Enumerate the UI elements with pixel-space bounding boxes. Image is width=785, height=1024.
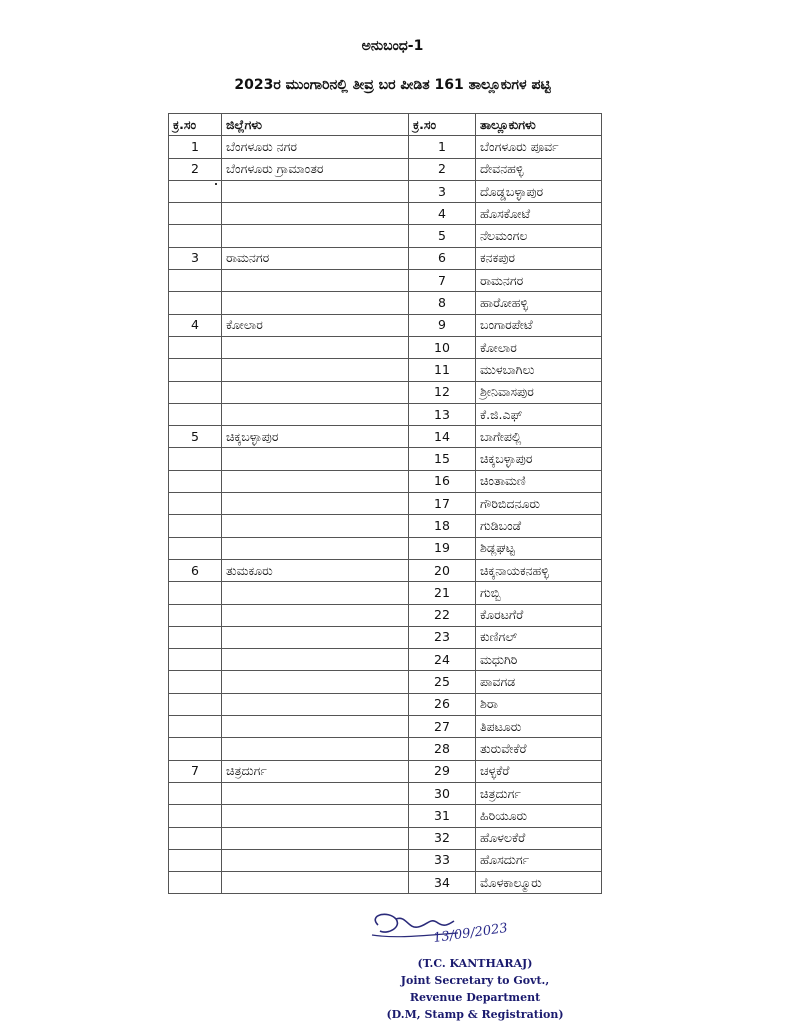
table-row <box>169 805 602 827</box>
district-name-cell <box>222 470 409 492</box>
district-name-cell <box>222 180 409 202</box>
district-name-cell: ಕೋಲಾರ <box>222 314 409 336</box>
district-name-cell: ಬೆಂಗಳೂರು ನಗರ <box>222 136 409 158</box>
table-row <box>169 270 602 292</box>
district-name-cell <box>222 716 409 738</box>
table-row <box>169 292 602 314</box>
signatory-department: Revenue Department <box>409 991 541 1004</box>
taluk-name-cell: ಚಿಂತಾಮಣಿ <box>476 470 602 492</box>
taluk-serial-cell: 20 <box>409 559 476 581</box>
taluk-serial-cell: 6 <box>409 247 476 269</box>
taluk-name-cell: ದೊಡ್ಡಬಳ್ಳಾಪುರ <box>476 180 602 202</box>
district-serial-cell <box>169 225 222 247</box>
header-taluk-serial: ಕ್ರ.ಸಂ <box>409 114 476 136</box>
district-serial-cell <box>169 336 222 358</box>
signatory-name: (T.C. KANTHARAJ) <box>417 957 533 970</box>
taluk-serial-cell: 18 <box>409 515 476 537</box>
district-serial-cell: 2 <box>169 158 222 180</box>
district-name-cell <box>222 225 409 247</box>
district-serial-cell <box>169 582 222 604</box>
taluk-serial-cell: 30 <box>409 782 476 804</box>
district-name-cell <box>222 515 409 537</box>
district-serial-cell: 1 <box>169 136 222 158</box>
district-serial-cell <box>169 604 222 626</box>
header-districts: ಜಿಲ್ಲೆಗಳು <box>222 114 409 136</box>
district-serial-cell <box>169 716 222 738</box>
district-serial-cell <box>169 515 222 537</box>
table-row <box>169 626 602 648</box>
table-row <box>169 225 602 247</box>
table-row <box>169 381 602 403</box>
table-row <box>169 136 602 158</box>
table-row <box>169 158 602 180</box>
district-name-cell <box>222 292 409 314</box>
taluk-name-cell: ಶಿರಾ <box>476 693 602 715</box>
signature-date: 13/09/2023 <box>432 920 509 947</box>
header-taluks: ತಾಲ್ಲೂಕುಗಳು <box>476 114 602 136</box>
taluk-name-cell: ಕೊರಟಗೆರೆ <box>476 604 602 626</box>
taluk-serial-cell: 21 <box>409 582 476 604</box>
district-name-cell <box>222 872 409 894</box>
table-row <box>169 203 602 225</box>
taluk-name-cell: ಶಿಡ್ಲಘಟ್ಟ <box>476 537 602 559</box>
district-serial-cell <box>169 849 222 871</box>
table-row <box>169 604 602 626</box>
taluk-serial-cell: 31 <box>409 805 476 827</box>
taluk-name-cell: ಹಿರಿಯೂರು <box>476 805 602 827</box>
district-serial-cell <box>169 693 222 715</box>
annexure-title: ಅನುಬಂಧ-1 <box>361 38 424 54</box>
district-name-cell: ಚಿತ್ರದುರ್ಗ <box>222 760 409 782</box>
table-row <box>169 448 602 470</box>
taluk-name-cell: ಪಾವಗಡ <box>476 671 602 693</box>
district-name-cell <box>222 448 409 470</box>
district-serial-cell <box>169 649 222 671</box>
district-serial-cell <box>169 537 222 559</box>
taluk-name-cell: ತುರುವೇಕೆರೆ <box>476 738 602 760</box>
taluk-serial-cell: 11 <box>409 359 476 381</box>
taluk-name-cell: ಕನಕಪುರ <box>476 247 602 269</box>
table-row <box>169 760 602 782</box>
taluk-serial-cell: 32 <box>409 827 476 849</box>
district-name-cell <box>222 738 409 760</box>
taluk-serial-cell: 27 <box>409 716 476 738</box>
taluk-name-cell: ಗೌರಿಬಿದನೂರು <box>476 493 602 515</box>
district-name-cell <box>222 403 409 425</box>
table-row <box>169 359 602 381</box>
table-row <box>169 180 602 202</box>
taluk-name-cell: ರಾಮನಗರ <box>476 270 602 292</box>
district-name-cell <box>222 381 409 403</box>
district-name-cell: ಚಿಕ್ಕಬಳ್ಳಾಪುರ <box>222 426 409 448</box>
taluk-name-cell: ಹಾರೋಹಳ್ಳಿ <box>476 292 602 314</box>
table-row <box>169 470 602 492</box>
taluk-name-cell: ಕುಣಿಗಲ್ <box>476 626 602 648</box>
district-serial-cell <box>169 805 222 827</box>
table-row <box>169 515 602 537</box>
district-serial-cell <box>169 270 222 292</box>
header-district-serial: ಕ್ರ.ಸಂ <box>169 114 222 136</box>
district-serial-cell <box>169 381 222 403</box>
taluk-serial-cell: 28 <box>409 738 476 760</box>
district-serial-cell <box>169 203 222 225</box>
taluk-name-cell: ಚಿಕ್ಕನಾಯಕನಹಳ್ಳಿ <box>476 559 602 581</box>
table-row <box>169 738 602 760</box>
table-row <box>169 716 602 738</box>
taluk-serial-cell: 2 <box>409 158 476 180</box>
table-row <box>169 403 602 425</box>
signatory-designation: Joint Secretary to Govt., <box>400 974 550 987</box>
taluk-name-cell: ದೇವನಹಳ್ಳಿ <box>476 158 602 180</box>
taluk-serial-cell: 7 <box>409 270 476 292</box>
taluk-name-cell: ಕೋಲಾರ <box>476 336 602 358</box>
district-serial-cell <box>169 872 222 894</box>
taluk-name-cell: ಬಾಗೇಪಲ್ಲಿ <box>476 426 602 448</box>
district-name-cell: ಬೆಂಗಳೂರು ಗ್ರಾಮಾಂತರ <box>222 158 409 180</box>
table-row <box>169 314 602 336</box>
table-row <box>169 782 602 804</box>
table-row <box>169 336 602 358</box>
taluk-name-cell: ಮೊಳಕಾಲ್ಮೂರು <box>476 872 602 894</box>
table-row <box>169 849 602 871</box>
table-header-row <box>169 114 602 136</box>
district-name-cell: ರಾಮನಗರ <box>222 247 409 269</box>
taluk-serial-cell: 9 <box>409 314 476 336</box>
district-serial-cell <box>169 493 222 515</box>
taluk-name-cell: ಶ್ರೀನಿವಾಸಪುರ <box>476 381 602 403</box>
district-serial-cell <box>169 359 222 381</box>
taluk-name-cell: ಚಿಕ್ಕಬಳ್ಳಾಪುರ <box>476 448 602 470</box>
taluk-name-cell: ನೆಲಮಂಗಲ <box>476 225 602 247</box>
stray-mark <box>215 183 217 185</box>
district-serial-cell <box>169 403 222 425</box>
taluk-serial-cell: 29 <box>409 760 476 782</box>
table-row <box>169 559 602 581</box>
district-name-cell <box>222 805 409 827</box>
table-row <box>169 537 602 559</box>
district-serial-cell: 5 <box>169 426 222 448</box>
taluk-name-cell: ಹೊಸಕೋಟೆ <box>476 203 602 225</box>
district-name-cell <box>222 827 409 849</box>
taluk-serial-cell: 24 <box>409 649 476 671</box>
district-name-cell <box>222 359 409 381</box>
district-serial-cell <box>169 626 222 648</box>
taluk-name-cell: ಕೆ.ಜಿ.ಎಫ್ <box>476 403 602 425</box>
district-serial-cell <box>169 738 222 760</box>
district-serial-cell <box>169 782 222 804</box>
table-row <box>169 426 602 448</box>
district-serial-cell <box>169 470 222 492</box>
district-serial-cell <box>169 671 222 693</box>
district-name-cell <box>222 582 409 604</box>
district-serial-cell: 6 <box>169 559 222 581</box>
district-serial-cell: 4 <box>169 314 222 336</box>
taluk-serial-cell: 22 <box>409 604 476 626</box>
taluk-serial-cell: 8 <box>409 292 476 314</box>
district-name-cell <box>222 649 409 671</box>
table-row <box>169 693 602 715</box>
table-row <box>169 872 602 894</box>
taluk-name-cell: ಹೊಸದುರ್ಗ <box>476 849 602 871</box>
taluk-serial-cell: 4 <box>409 203 476 225</box>
taluk-serial-cell: 3 <box>409 180 476 202</box>
district-name-cell <box>222 626 409 648</box>
district-serial-cell: 3 <box>169 247 222 269</box>
signatory-section: (D.M, Stamp & Registration) <box>386 1008 564 1021</box>
taluk-name-cell: ಹೊಳಲಕೆರೆ <box>476 827 602 849</box>
taluk-serial-cell: 5 <box>409 225 476 247</box>
taluk-serial-cell: 34 <box>409 872 476 894</box>
district-name-cell <box>222 537 409 559</box>
district-name-cell <box>222 849 409 871</box>
taluk-serial-cell: 23 <box>409 626 476 648</box>
taluk-serial-cell: 17 <box>409 493 476 515</box>
district-name-cell <box>222 782 409 804</box>
district-serial-cell <box>169 827 222 849</box>
table-row <box>169 827 602 849</box>
table-row <box>169 582 602 604</box>
taluk-name-cell: ಬೆಂಗಳೂರು ಪೂರ್ವ <box>476 136 602 158</box>
taluk-name-cell: ಮಧುಗಿರಿ <box>476 649 602 671</box>
district-serial-cell <box>169 180 222 202</box>
taluk-serial-cell: 1 <box>409 136 476 158</box>
taluk-name-cell: ಗುಬ್ಬಿ <box>476 582 602 604</box>
taluk-serial-cell: 19 <box>409 537 476 559</box>
taluk-list-table <box>168 113 602 894</box>
table-body <box>169 136 602 894</box>
taluk-name-cell: ತಿಪಟೂರು <box>476 716 602 738</box>
district-name-cell <box>222 336 409 358</box>
district-name-cell <box>222 493 409 515</box>
taluk-serial-cell: 12 <box>409 381 476 403</box>
taluk-name-cell: ಮುಳಬಾಗಿಲು <box>476 359 602 381</box>
taluk-name-cell: ಚಿತ್ರದುರ್ಗ <box>476 782 602 804</box>
table-row <box>169 247 602 269</box>
district-serial-cell <box>169 448 222 470</box>
signatory-details <box>370 955 580 1023</box>
taluk-serial-cell: 26 <box>409 693 476 715</box>
taluk-serial-cell: 10 <box>409 336 476 358</box>
table-row <box>169 671 602 693</box>
taluk-serial-cell: 33 <box>409 849 476 871</box>
taluk-name-cell: ಚಳ್ಳಕೆರೆ <box>476 760 602 782</box>
table-row <box>169 649 602 671</box>
district-serial-cell: 7 <box>169 760 222 782</box>
district-name-cell <box>222 671 409 693</box>
district-name-cell <box>222 203 409 225</box>
taluk-serial-cell: 13 <box>409 403 476 425</box>
document-subtitle: 2023ರ ಮುಂಗಾರಿನಲ್ಲಿ ತೀವ್ರ ಬರ ಪೀಡಿತ 161 ತಾಲ್ಲೂಕುಗಳ ಪಟ್ಟಿ <box>234 77 551 93</box>
district-name-cell <box>222 693 409 715</box>
table-row <box>169 493 602 515</box>
taluk-serial-cell: 14 <box>409 426 476 448</box>
taluk-name-cell: ಗುಡಿಬಂಡೆ <box>476 515 602 537</box>
district-name-cell <box>222 604 409 626</box>
taluk-name-cell: ಬಂಗಾರಪೇಟೆ <box>476 314 602 336</box>
district-name-cell: ತುಮಕೂರು <box>222 559 409 581</box>
taluk-serial-cell: 16 <box>409 470 476 492</box>
taluk-serial-cell: 25 <box>409 671 476 693</box>
district-name-cell <box>222 270 409 292</box>
district-serial-cell <box>169 292 222 314</box>
taluk-serial-cell: 15 <box>409 448 476 470</box>
